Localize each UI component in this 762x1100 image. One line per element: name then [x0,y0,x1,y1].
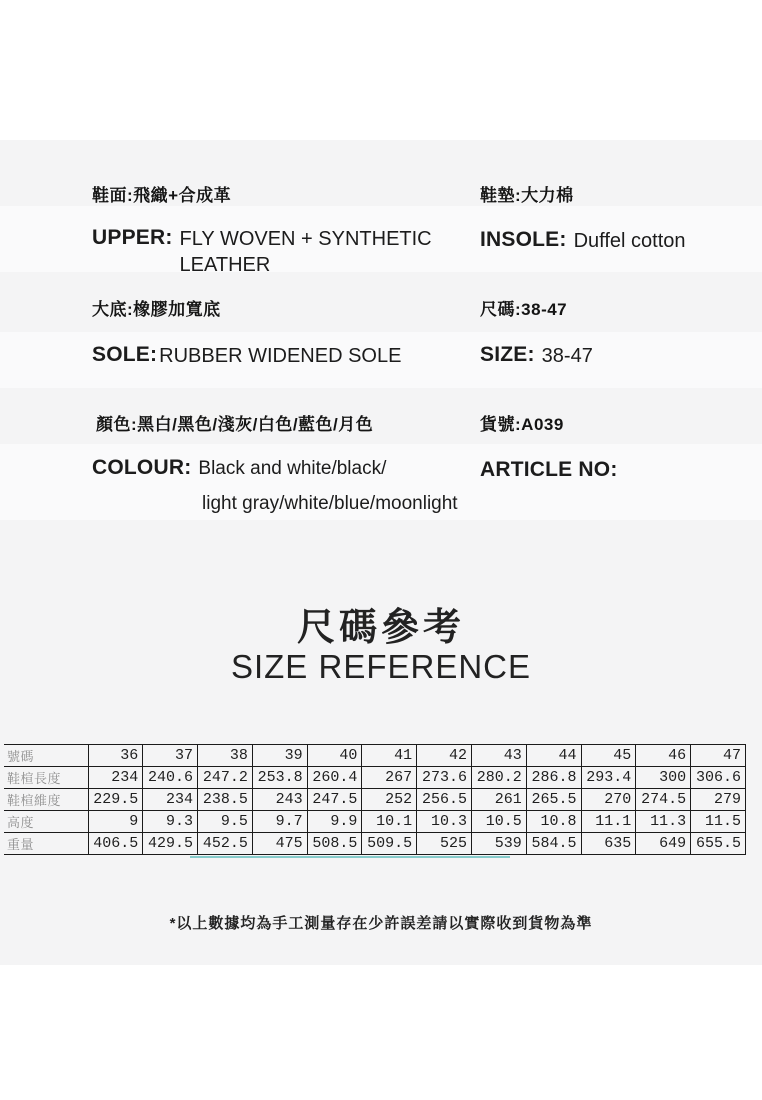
table-row-label: 鞋楦維度 [4,789,88,811]
table-cell: 42 [417,745,472,767]
upper-spec-en [92,226,472,278]
table-cell: 252 [362,789,417,811]
upper-label: UPPER: [92,226,173,249]
table-cell: 293.4 [581,767,636,789]
table-cell: 229.5 [88,789,143,811]
article-label: ARTICLE NO: [480,458,618,481]
table-cell: 43 [471,745,526,767]
colour-value-line1: Black and white/black/ [198,458,387,479]
size-table-body [4,745,746,855]
table-cell: 274.5 [636,789,691,811]
table-row [4,811,746,833]
table-cell: 45 [581,745,636,767]
scan-artifact-line [190,856,510,858]
table-cell: 9 [88,811,143,833]
upper-value: FLY WOVEN + SYNTHETIC LEATHER [179,228,432,276]
table-cell: 238.5 [198,789,253,811]
size-spec-zh: 尺碼:38-47 [480,300,568,319]
table-cell: 11.5 [691,811,746,833]
article-spec-en [480,458,625,482]
table-cell: 46 [636,745,691,767]
table-cell: 44 [526,745,581,767]
insole-value: Duffel cotton [573,230,686,252]
table-cell: 243 [252,789,307,811]
table-cell: 234 [143,789,198,811]
table-cell: 429.5 [143,833,198,855]
table-cell: 267 [362,767,417,789]
size-value: 38-47 [541,345,593,367]
table-cell: 40 [307,745,362,767]
table-cell: 286.8 [526,767,581,789]
table-cell: 10.5 [471,811,526,833]
insole-spec-en [480,228,686,254]
table-cell: 635 [581,833,636,855]
table-cell: 9.3 [143,811,198,833]
table-row [4,833,746,855]
table-cell: 508.5 [307,833,362,855]
table-cell: 584.5 [526,833,581,855]
article-spec-zh: 貨號:A039 [480,415,564,434]
table-cell: 9.5 [198,811,253,833]
table-cell: 10.3 [417,811,472,833]
table-cell: 280.2 [471,767,526,789]
size-reference-title-zh: 尺碼參考 [296,607,465,649]
colour-value-line2: light gray/white/blue/moonlight [202,493,458,514]
table-cell: 10.1 [362,811,417,833]
sole-spec-zh: 大底:橡膠加寬底 [92,300,221,319]
table-cell: 39 [252,745,307,767]
table-cell: 306.6 [691,767,746,789]
table-cell: 260.4 [307,767,362,789]
table-row [4,745,746,767]
table-cell: 10.8 [526,811,581,833]
size-reference-title-en: SIZE REFERENCE [230,648,532,685]
colour-label: COLOUR: [92,456,192,479]
table-cell: 406.5 [88,833,143,855]
table-cell: 265.5 [526,789,581,811]
table-cell: 452.5 [198,833,253,855]
table-cell: 38 [198,745,253,767]
table-cell: 47 [691,745,746,767]
table-row-label: 號碼 [4,745,88,767]
colour-spec-en [92,456,386,482]
upper-spec-zh: 鞋面:飛織+合成革 [92,186,232,205]
table-cell: 270 [581,789,636,811]
table-cell: 273.6 [417,767,472,789]
table-cell: 9.9 [307,811,362,833]
insole-spec-zh: 鞋墊:大力棉 [480,186,574,205]
sole-spec-en [92,343,401,369]
table-cell: 11.3 [636,811,691,833]
table-cell: 509.5 [362,833,417,855]
table-cell: 253.8 [252,767,307,789]
table-cell: 41 [362,745,417,767]
table-row [4,767,746,789]
table-cell: 37 [143,745,198,767]
sole-label: SOLE: [92,343,158,366]
table-cell: 525 [417,833,472,855]
size-reference-table [4,744,746,855]
table-cell: 655.5 [691,833,746,855]
table-cell: 234 [88,767,143,789]
size-label: SIZE: [480,343,535,366]
table-cell: 9.7 [252,811,307,833]
measurement-disclaimer: *以上數據均為手工測量存在少許誤差請以實際收到貨物為準 [169,915,593,932]
table-row-label: 高度 [4,811,88,833]
table-cell: 256.5 [417,789,472,811]
table-cell: 247.5 [307,789,362,811]
table-cell: 475 [252,833,307,855]
table-cell: 649 [636,833,691,855]
colour-spec-zh: 顏色:黑白/黑色/淺灰/白色/藍色/月色 [96,415,374,434]
table-cell: 11.1 [581,811,636,833]
table-cell: 539 [471,833,526,855]
table-cell: 36 [88,745,143,767]
table-cell: 247.2 [198,767,253,789]
sole-value: RUBBER WIDENED SOLE [159,345,402,367]
table-cell: 279 [691,789,746,811]
table-row [4,789,746,811]
size-spec-en [480,343,593,369]
table-cell: 300 [636,767,691,789]
insole-label: INSOLE: [480,228,567,251]
table-cell: 240.6 [143,767,198,789]
table-cell: 261 [471,789,526,811]
table-row-label: 鞋楦長度 [4,767,88,789]
table-row-label: 重量 [4,833,88,855]
